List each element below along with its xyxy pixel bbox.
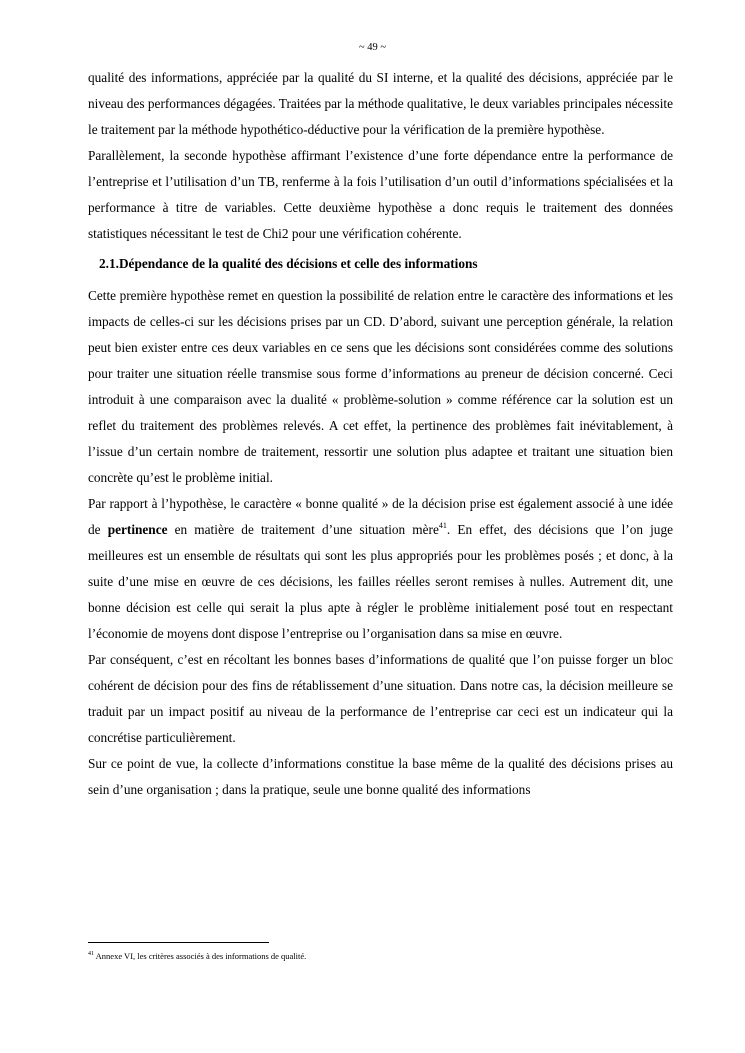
paragraph-4-text-end: . En effet, des décisions que l’on juge meilleures est un ensemble de résultats qui sont les plus appropriés pour les problèmes posés ; et donc, à la suite d’une mise en œuvre de ces décisions, les failles réelles seront remises à nulles. Autrement dit, une bonne décision est celle qui serait la plus apte à régler le problème initialement posé tout en respectant l’économie de moyens dont dispose l’entreprise ou l’organisation dans sa mise en œuvre. xyxy=(88,522,674,641)
footnote-text: Annexe VI, les critères associés à des informations de qualité. xyxy=(94,951,307,961)
section-heading: 2.1.Dépendance de la qualité des décisions et celle des informations xyxy=(99,256,478,271)
paragraph-4 xyxy=(88,491,673,647)
footnote-separator xyxy=(88,942,269,943)
footnote xyxy=(88,950,673,962)
page-body xyxy=(88,65,673,803)
page-number: ~ 49 ~ xyxy=(358,42,387,53)
footnote-reference[interactable]: 41 xyxy=(438,521,447,530)
emphasis-pertinence: pertinence xyxy=(107,522,168,537)
paragraph-4-text-middle: en matière de traitement d’une situation mère xyxy=(167,522,439,537)
paragraph-4-text-start: Par rapport à l’hypothèse, le caractère « bonne qualité » de la décision prise est également associé à une idée de xyxy=(88,496,673,537)
paragraph-3: Cette première hypothèse remet en question la possibilité de relation entre le caractère des informations et les impacts de celles-ci sur les décisions prises par un CD. D’abord, suivant une perception générale, la relation peut bien exister entre ces deux variables en ce sens que les décisions sont considérées comme des solutions pour traiter une situation réelle transmise sous forme d’informations au preneur de décision concerné. Ceci introduit à une comparaison avec la dualité « problème-solution » comme référence car la solution est un reflet du traitement des problèmes relevés. A cet effet, la pertinence des problèmes fait inévitablement, à l’issue d’un certain nombre de traitement, ressortir une solution plus adaptee et traitant une situation bien concrète qu’est le problème initial. xyxy=(88,288,673,485)
paragraph-1: qualité des informations, appréciée par la qualité du SI interne, et la qualité des décisions, appréciée par le niveau des performances dégagées. Traitées par la méthode qualitative, le deux variables principales nécessite le traitement par la méthode hypothético-déductive pour la vérification de la première hypothèse. xyxy=(88,70,673,137)
footnote-number: 41 xyxy=(88,951,94,957)
paragraph-5: Par conséquent, c’est en récoltant les bonnes bases d’informations de qualité que l’on puisse forger un bloc cohérent de décision pour des fins de rétablissement d’une situation. Dans notre cas, la décision meilleure se traduit par un impact positif au niveau de la performance de l’entreprise car ceci est un indicateur qui la concrétise particulièrement. xyxy=(88,652,673,745)
paragraph-2: Parallèlement, la seconde hypothèse affirmant l’existence d’une forte dépendance entre la performance de l’entreprise et l’utilisation d’un TB, renferme à la fois l’utilisation d’un outil d’informations spécialisées et la performance à titre de variables. Cette deuxième hypothèse a donc requis le traitement des données statistiques nécessitant le test de Chi2 pour une vérification cohérente. xyxy=(88,148,673,241)
paragraph-6: Sur ce point de vue, la collecte d’informations constitue la base même de la qualité des décisions prises au sein d’une organisation ; dans la pratique, seule une bonne qualité des informations xyxy=(88,756,673,797)
